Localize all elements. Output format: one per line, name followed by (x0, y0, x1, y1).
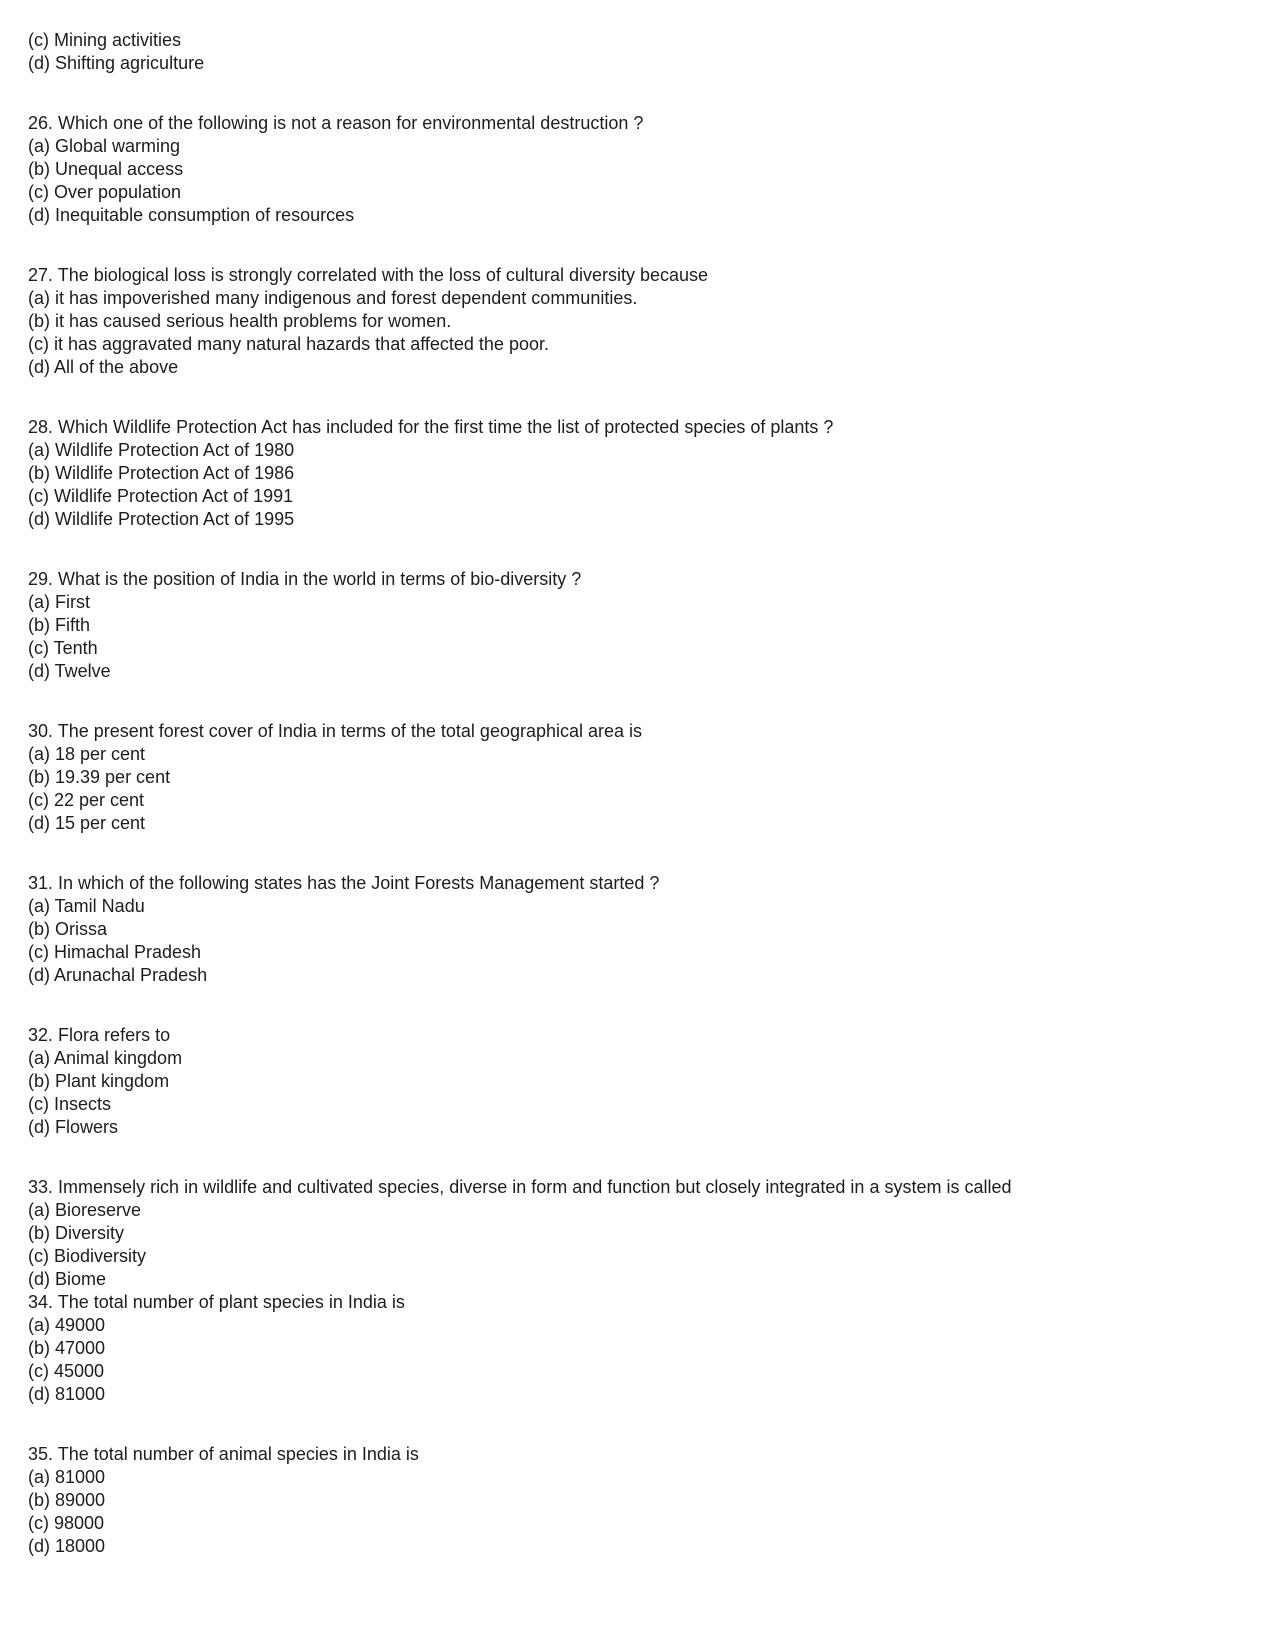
question-number: 33. (28, 1177, 54, 1197)
question-number: 26. (28, 113, 54, 133)
option: (d) 81000 (28, 1384, 106, 1404)
question-line (28, 112, 1245, 135)
question-text: Which one of the following is not a reason for environmental destruction ? (58, 113, 644, 133)
question-text: In which of the following states has the Joint Forests Management started ? (58, 873, 660, 893)
option: (a) 81000 (28, 1467, 106, 1487)
option: (a) 18 per cent (28, 744, 146, 764)
option: (b) Unequal access (28, 159, 184, 179)
option: (c) 45000 (28, 1361, 105, 1381)
question-text: The biological loss is strongly correlated with the loss of cultural diversity because (57, 265, 709, 285)
question-text: Immensely rich in wildlife and cultivated species, diverse in form and function but closely integrated in a system is called (58, 1177, 1012, 1197)
option: (b) 47000 (28, 1338, 106, 1358)
option: (a) Global warming (28, 136, 181, 156)
question-line (28, 416, 1245, 439)
option: (b) 19.39 per cent (28, 767, 171, 787)
question-line (28, 1443, 1245, 1466)
option: (b) Orissa (28, 919, 108, 939)
option: (b) Plant kingdom (28, 1071, 170, 1091)
question-text: Which Wildlife Protection Act has included for the first time the list of protected species of plants ? (58, 417, 834, 437)
question-number: 27. (28, 265, 54, 285)
option: (a) 49000 (28, 1315, 106, 1335)
option: (d) Wildlife Protection Act of 1995 (28, 509, 295, 529)
continuation-options-block (28, 29, 1245, 75)
question-number: 34. (28, 1292, 54, 1312)
option: (a) Wildlife Protection Act of 1980 (28, 440, 295, 460)
question-number: 29. (28, 569, 54, 589)
option: (c) 98000 (28, 1513, 105, 1533)
question-block-32 (28, 1024, 1245, 1139)
question-text: The present forest cover of India in terms of the total geographical area is (57, 721, 643, 741)
question-block-30 (28, 720, 1245, 835)
question-number: 32. (28, 1025, 54, 1045)
question-text: Flora refers to (58, 1025, 171, 1045)
option: (d) Biome (28, 1269, 107, 1289)
option: (a) First (28, 592, 90, 612)
question-block-28 (28, 416, 1245, 531)
question-number: 31. (28, 873, 54, 893)
option: (d) Shifting agriculture (28, 53, 205, 73)
question-line (28, 1024, 1245, 1047)
option: (c) it has aggravated many natural hazards that affected the poor. (28, 334, 549, 354)
option: (d) Flowers (28, 1117, 119, 1137)
question-line (28, 1291, 1245, 1314)
question-block-31 (28, 872, 1245, 987)
option: (c) 22 per cent (28, 790, 145, 810)
question-number: 35. (28, 1444, 54, 1464)
option: (d) All of the above (28, 357, 179, 377)
option: (c) Over population (28, 182, 182, 202)
option: (c) Mining activities (28, 30, 182, 50)
option: (a) Bioreserve (28, 1200, 142, 1220)
question-block-27 (28, 264, 1245, 379)
question-block-26 (28, 112, 1245, 227)
option: (a) it has impoverished many indigenous and forest dependent communities. (28, 288, 638, 308)
option: (a) Animal kingdom (28, 1048, 183, 1068)
question-line (28, 720, 1245, 743)
question-number: 30. (28, 721, 54, 741)
option: (a) Tamil Nadu (28, 896, 145, 916)
option: (c) Wildlife Protection Act of 1991 (28, 486, 294, 506)
question-block-35 (28, 1443, 1245, 1558)
question-block-29 (28, 568, 1245, 683)
option: (b) Diversity (28, 1223, 125, 1243)
question-number: 28. (28, 417, 54, 437)
option: (b) Wildlife Protection Act of 1986 (28, 463, 295, 483)
question-line (28, 264, 1245, 287)
question-text: The total number of animal species in India is (57, 1444, 419, 1464)
question-line (28, 568, 1245, 591)
question-text: The total number of plant species in India is (57, 1292, 405, 1312)
question-text: What is the position of India in the world in terms of bio-diversity ? (58, 569, 582, 589)
option: (d) Arunachal Pradesh (28, 965, 208, 985)
option: (d) 15 per cent (28, 813, 146, 833)
question-block-34 (28, 1291, 1245, 1406)
question-line (28, 872, 1245, 895)
question-block-33 (28, 1176, 1245, 1291)
option: (d) Twelve (28, 661, 111, 681)
option: (d) 18000 (28, 1536, 106, 1556)
option: (b) it has caused serious health problems for women. (28, 311, 452, 331)
option: (c) Biodiversity (28, 1246, 147, 1266)
option: (c) Insects (28, 1094, 112, 1114)
option: (d) Inequitable consumption of resources (28, 205, 355, 225)
option: (c) Tenth (28, 638, 98, 658)
option: (b) 89000 (28, 1490, 106, 1510)
question-line (28, 1176, 1245, 1199)
option: (c) Himachal Pradesh (28, 942, 202, 962)
option: (b) Fifth (28, 615, 91, 635)
